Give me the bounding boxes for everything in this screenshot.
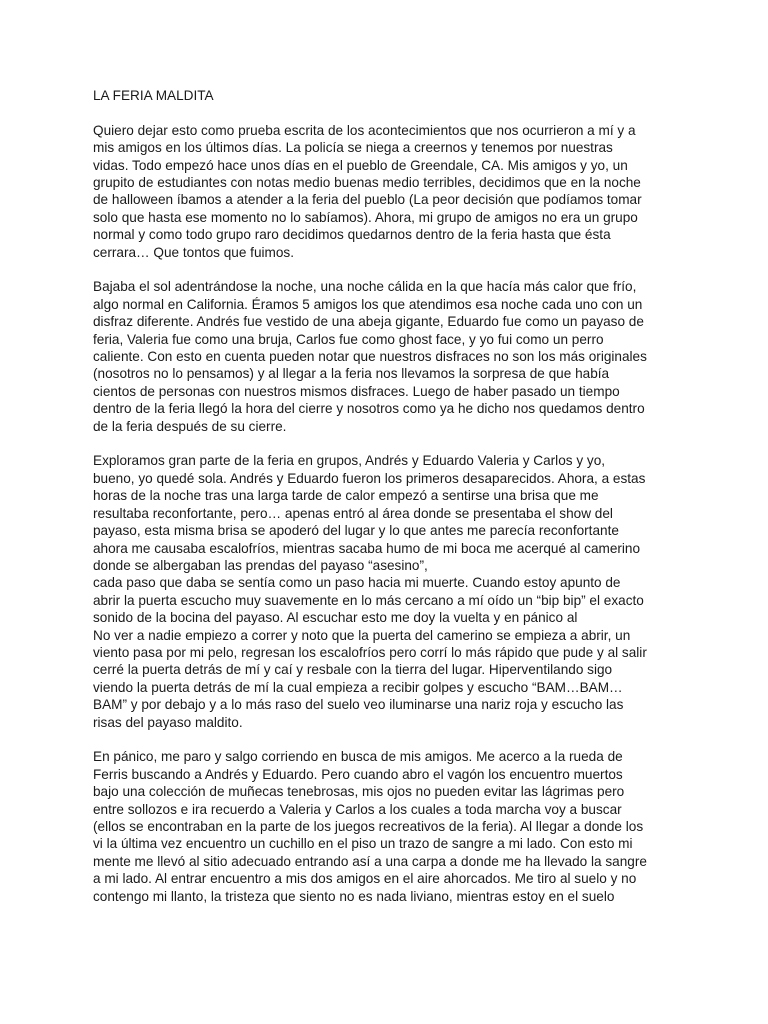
text-line: mis amigos en los últimos días. La policía se niega a creernos y tenemos por nuestras bbox=[93, 140, 613, 156]
text-line: ahora me causaba escalofríos, mientras sacaba humo de mi boca me acerqué al camerino bbox=[93, 540, 641, 556]
text-line: vi la última vez encuentro un cuchillo en el piso un trazo de sangre a mi lado. Con esto mi bbox=[93, 836, 633, 852]
text-line: risas del payaso maldito. bbox=[93, 714, 243, 730]
paragraph bbox=[93, 122, 683, 261]
paragraph bbox=[93, 452, 683, 731]
text-line: dentro de la feria llegó la hora del cierre y nosotros como ya he dicho nos quedamos dentro bbox=[93, 401, 645, 417]
text-line: vidas. Todo empezó hace unos días en el pueblo de Greendale, CA. Mis amigos y yo, un bbox=[93, 157, 628, 173]
text-line: (ellos se encontraban en la parte de los juegos recreativos de la feria). Al llegar a donde los bbox=[93, 819, 644, 834]
text-line: (nosotros no lo pensamos) y al llegar a la feria nos llevamos la sorpresa de que había bbox=[93, 366, 610, 382]
text-line: normal y como todo grupo raro decidimos quedarnos dentro de la feria hasta que ésta bbox=[93, 227, 611, 243]
text-line: cerré la puerta detrás de mí y caí y resbale con la tierra del lugar. Hiperventilando sigo bbox=[93, 662, 613, 678]
text-line: a mi lado. Al entrar encuentro a mis dos amigos en el aire ahorcados. Me tiro al suelo y no bbox=[93, 871, 637, 887]
paragraph bbox=[93, 748, 683, 905]
text-line: disfraz diferente. Andrés fue vestido de una abeja gigante, Eduardo fue como un payaso de bbox=[93, 314, 644, 330]
text-line: Exploramos gran parte de la feria en grupos, Andrés y Eduardo Valeria y Carlos y yo, bbox=[93, 453, 606, 469]
text-line: cada paso que daba se sentía como un paso hacia mi muerte. Cuando estoy apunto de bbox=[93, 575, 621, 591]
document-body bbox=[93, 87, 683, 922]
text-line: abrir la puerta escucho muy suavemente en lo más cercano a mí oído un “bip bip” el exacto bbox=[93, 592, 644, 608]
document-title: LA FERIA MALDITA bbox=[93, 88, 214, 103]
text-line: cerrara… Que tontos que fuimos. bbox=[93, 244, 294, 260]
text-line: viendo la puerta detrás de mí la cual empieza a recibir golpes y escucho “BAM…BAM… bbox=[93, 679, 623, 695]
text-line: grupito de estudiantes con notas medio buenas medio terribles, decidimos que en la noche bbox=[93, 175, 641, 191]
text-line: algo normal en California. Éramos 5 amigos los que atendimos esa noche cada uno con un bbox=[93, 296, 643, 312]
text-line: mente me llevó al sitio adecuado entrando así a una carpa a donde me ha llevado la sangre bbox=[93, 853, 647, 869]
text-line: contengo mi llanto, la tristeza que siento no es nada liviano, mientras estoy en el suelo bbox=[93, 888, 615, 904]
text-line: de halloween íbamos a atender a la feria del pueblo (La peor decisión que podíamos tomar bbox=[93, 192, 642, 208]
text-line: bajo una colección de muñecas tenebrosas, mis ojos no pueden evitar las lágrimas pero bbox=[93, 784, 625, 800]
paragraph bbox=[93, 278, 683, 435]
text-line: bueno, yo quedé sola. Andrés y Eduardo fueron los primeros desaparecidos. Ahora, a estas bbox=[93, 470, 646, 486]
text-line: Bajaba el sol adentrándose la noche, una noche cálida en la que hacía más calor que frío, bbox=[93, 279, 637, 295]
text-line: donde se albergaban las prendas del payaso “asesino”, bbox=[93, 557, 428, 573]
text-line: de la feria después de su cierre. bbox=[93, 418, 287, 434]
text-line: resultaba reconfortante, pero… apenas entró al área donde se presentaba el show del bbox=[93, 505, 613, 521]
paragraph-list bbox=[93, 122, 683, 905]
text-line: cientos de personas con nuestros mismos disfraces. Luego de haber pasado un tiempo bbox=[93, 383, 620, 399]
text-line: payaso, esta misma brisa se apoderó del lugar y lo que antes me parecía reconfortante bbox=[93, 523, 619, 539]
text-line: caliente. Con esto en cuenta pueden notar que nuestros disfraces no son los más originales bbox=[93, 349, 647, 365]
text-line: BAM” y por debajo y a lo más raso del suelo veo iluminarse una nariz roja y escucho las bbox=[93, 697, 624, 713]
text-line: sonido de la bocina del payaso. Al escuchar esto me doy la vuelta y en pánico al bbox=[93, 610, 578, 626]
text-line: No ver a nadie empiezo a correr y noto que la puerta del camerino se empieza a abrir, un bbox=[93, 627, 631, 643]
text-line: Ferris buscando a Andrés y Eduardo. Pero cuando abro el vagón los encuentro muertos bbox=[93, 766, 623, 782]
text-line: feria, Valeria fue como una bruja, Carlos fue como ghost face, y yo fui como un perro bbox=[93, 331, 604, 347]
text-line: viento pasa por mi pelo, regresan los escalofríos pero corrí lo más rápido que pude y al salir bbox=[93, 644, 647, 660]
text-line: solo que hasta ese momento no lo sabíamos). Ahora, mi grupo de amigos no era un grupo bbox=[93, 209, 638, 225]
text-line: Quiero dejar esto como prueba escrita de los acontecimientos que nos ocurrieron a mí y a bbox=[93, 122, 636, 138]
text-line: entre sollozos e ira recuerdo a Valeria y Carlos a los cuales a toda marcha voy a buscar bbox=[93, 801, 622, 817]
text-line: En pánico, me paro y salgo corriendo en busca de mis amigos. Me acerco a la rueda de bbox=[93, 749, 623, 765]
text-line: horas de la noche tras una larga tarde de calor empezó a sentirse una brisa que me bbox=[93, 488, 599, 504]
